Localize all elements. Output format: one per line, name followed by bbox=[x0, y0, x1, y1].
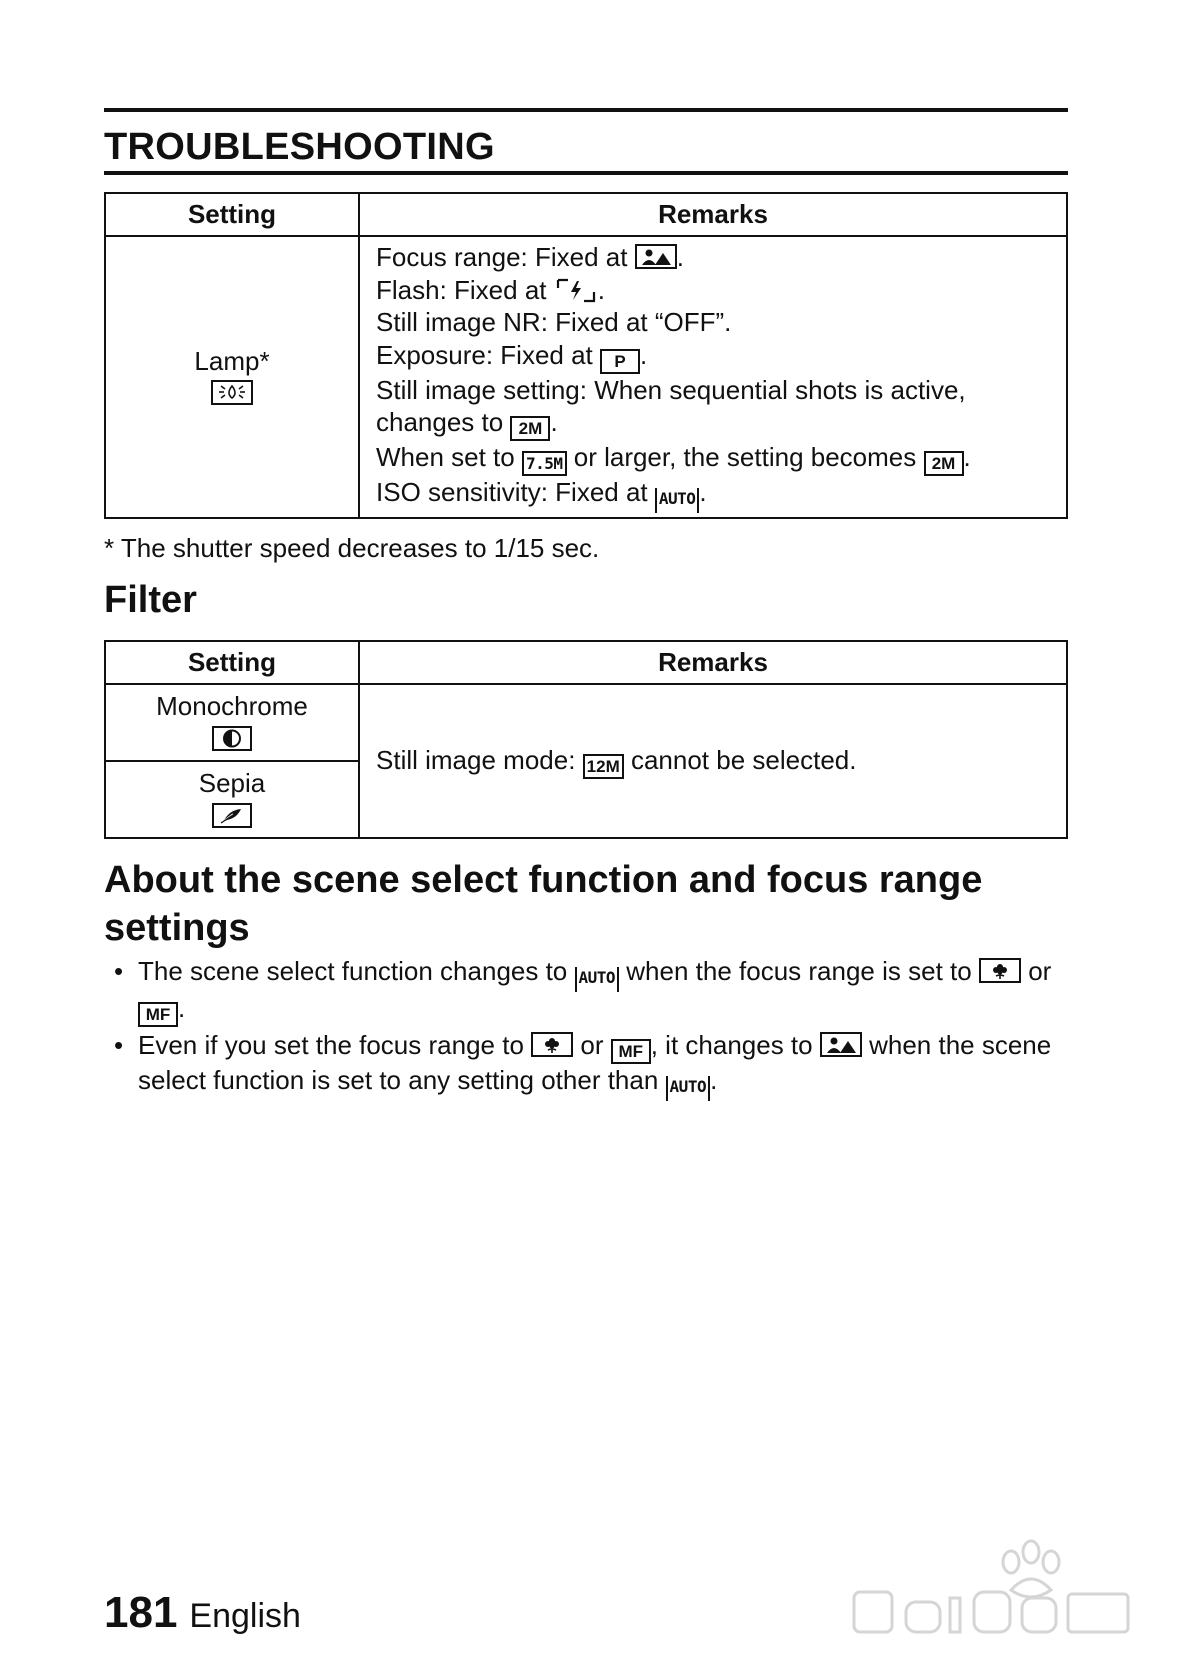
remark-when-set: When set to 7.5M or larger, the setting becomes 2M . bbox=[376, 441, 1056, 476]
table-header-row bbox=[105, 641, 1067, 684]
manual-focus-icon: MF bbox=[611, 1039, 651, 1064]
table-header-row bbox=[105, 193, 1067, 236]
remark-exposure: Exposure: Fixed at P . bbox=[376, 339, 1056, 374]
setting-cell-sepia bbox=[105, 761, 359, 838]
setting-label-lamp: Lamp* bbox=[194, 345, 270, 376]
baidu-watermark-icon bbox=[846, 1532, 1136, 1652]
top-rule bbox=[104, 108, 1068, 112]
auto-icon: AUTO bbox=[575, 967, 620, 992]
table-row bbox=[105, 236, 1067, 518]
macro-flower-icon bbox=[979, 958, 1021, 983]
list-item: • The scene select function changes to AUTO when the focus range is set to or MF . bbox=[104, 955, 1074, 1027]
page-number: 181 bbox=[104, 1588, 178, 1637]
column-header-setting: Setting bbox=[105, 641, 359, 684]
auto-icon: AUTO bbox=[655, 488, 700, 513]
page-title: TROUBLESHOOTING bbox=[104, 126, 495, 168]
list-item: • Even if you set the focus range to or MF , it changes to when the scene select function is set to any setting other than AUTO . bbox=[104, 1029, 1074, 1101]
title-underline bbox=[104, 171, 1068, 175]
macro-flower-icon bbox=[531, 1032, 573, 1057]
remark-flash: Flash: Fixed at . bbox=[376, 274, 605, 305]
bullet: • bbox=[114, 956, 124, 986]
column-header-remarks: Remarks bbox=[359, 193, 1067, 236]
about-notes-list bbox=[104, 955, 1074, 1101]
bullet: • bbox=[114, 1030, 124, 1060]
about-heading: About the scene select function and focus range settings bbox=[104, 859, 983, 949]
remarks-cell-lamp bbox=[359, 236, 1067, 518]
lamp-scene-icon bbox=[211, 380, 253, 405]
filter-heading: Filter bbox=[104, 579, 197, 621]
column-header-setting: Setting bbox=[105, 193, 359, 236]
column-header-remarks: Remarks bbox=[359, 641, 1067, 684]
remark-focus-range: Focus range: Fixed at . bbox=[376, 242, 684, 272]
sepia-icon bbox=[212, 803, 252, 828]
page-language: English bbox=[189, 1597, 301, 1635]
footnote: * The shutter speed decreases to 1/15 sec. bbox=[104, 533, 600, 563]
exposure-p-icon: P bbox=[600, 349, 640, 374]
monochrome-icon bbox=[212, 726, 252, 751]
setting-cell-monochrome bbox=[105, 684, 359, 761]
landscape-focus-icon bbox=[820, 1032, 862, 1057]
filter-settings-table bbox=[104, 640, 1068, 839]
remark-iso: ISO sensitivity: Fixed at AUTO . bbox=[376, 476, 1056, 513]
table-row bbox=[105, 684, 1067, 761]
manual-focus-icon: MF bbox=[138, 1002, 178, 1027]
flash-off-icon bbox=[554, 277, 598, 302]
resolution-12m-icon: 12M bbox=[583, 754, 624, 779]
auto-icon: AUTO bbox=[666, 1076, 711, 1101]
remark-still-image-nr: Still image NR: Fixed at “OFF”. bbox=[376, 307, 732, 337]
remark-still-image-mode: Still image mode: 12M cannot be selected. bbox=[376, 744, 1056, 779]
resolution-2m-icon: 2M bbox=[924, 451, 964, 476]
landscape-focus-icon bbox=[635, 244, 677, 269]
setting-label-sepia: Sepia bbox=[198, 768, 266, 798]
resolution-7-5m-icon: 7.5M bbox=[522, 451, 567, 476]
lamp-settings-table bbox=[104, 192, 1068, 519]
setting-label-monochrome: Monochrome bbox=[156, 691, 308, 721]
resolution-2m-icon: 2M bbox=[510, 416, 550, 441]
page-footer bbox=[104, 1588, 301, 1638]
remarks-cell-filter bbox=[359, 684, 1067, 838]
remark-still-image-setting: Still image setting: When sequential shots is active, changes to 2M . bbox=[376, 374, 1056, 442]
setting-cell-lamp bbox=[105, 236, 359, 518]
